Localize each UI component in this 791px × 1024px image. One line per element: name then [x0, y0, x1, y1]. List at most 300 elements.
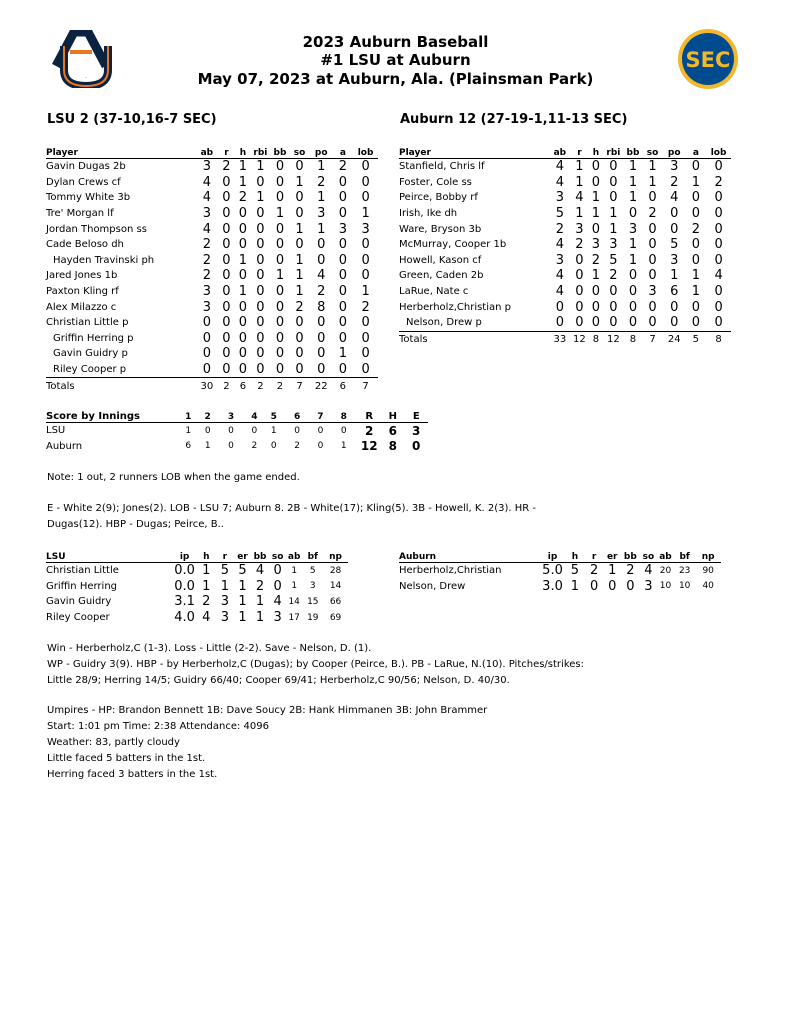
stat-po: 2 [670, 174, 679, 190]
home-title: Auburn 12 (27-19-1,11-13 SEC) [400, 112, 628, 127]
linescore-team: Auburn [46, 440, 83, 452]
stat-ab: 2 [202, 268, 211, 284]
player-name: Jared Jones 1b [46, 270, 118, 282]
stat-a: 0 [691, 237, 700, 253]
stat-r: 0 [570, 315, 589, 331]
pitcher-row [399, 563, 721, 579]
pitching-column-header: r [585, 548, 604, 563]
stat-po: 5 [670, 237, 679, 253]
pitch-stat-ab: 20 [659, 565, 672, 576]
column-header: h [236, 144, 250, 159]
player-name: LaRue, Nate c [399, 286, 469, 298]
stat-rbi: 0 [256, 299, 265, 315]
stat-bb: 0 [275, 190, 285, 206]
player-name: Nelson, Drew p [399, 315, 550, 331]
stat-lob: 0 [361, 174, 370, 190]
stat-so: 1 [295, 252, 304, 268]
stat-so: 0 [648, 252, 657, 268]
stat-bb: 0 [275, 174, 285, 190]
batter-row [46, 237, 378, 253]
stat-r: 4 [575, 190, 584, 206]
player-name: Jordan Thompson ss [46, 223, 147, 235]
stat-a: 0 [338, 284, 347, 300]
batter-row [399, 268, 731, 284]
batter-row [46, 253, 378, 269]
stat-so: 1 [295, 284, 304, 300]
stat-bb: 0 [275, 159, 285, 175]
total-h: 6 [388, 423, 397, 438]
total-po: 24 [667, 333, 681, 345]
pitching-column-header: bf [302, 548, 323, 563]
pitching-column-header: h [565, 548, 584, 563]
stat-lob: 0 [361, 315, 370, 331]
stat-a: 0 [338, 190, 347, 206]
stat-a: 1 [691, 174, 700, 190]
pitching-header [46, 548, 348, 563]
total-lob: 8 [715, 333, 722, 345]
stat-rbi: 3 [609, 237, 618, 253]
stat-r: 3 [575, 221, 584, 237]
stat-rbi: 0 [256, 237, 265, 253]
stat-a: 1 [338, 346, 347, 362]
svg-text:AU: AU [85, 78, 87, 79]
player-name: Peirce, Bobby rf [399, 192, 478, 204]
stat-so: 0 [648, 237, 657, 253]
player-name: Griffin Herring p [53, 332, 134, 344]
stat-po: 6 [670, 284, 679, 300]
stat-bb: 1 [275, 206, 285, 222]
pitch-stat-h: 1 [202, 578, 211, 594]
pitch-stat-so: 3 [644, 578, 653, 594]
batter-row [399, 206, 731, 222]
linescore-table [46, 408, 428, 454]
pitch-stat-ab: 17 [288, 612, 300, 623]
pitch-stat-ip: 4.0 [174, 610, 195, 626]
pitch-stat-bf: 15 [307, 596, 319, 607]
pitch-stat-r: 3 [220, 594, 230, 610]
stat-lob: 0 [361, 237, 370, 253]
stat-a: 0 [338, 252, 347, 268]
stat-r: 2 [222, 159, 231, 175]
pitch-stat-bb: 2 [626, 563, 635, 579]
column-header: po [310, 144, 333, 159]
batter-row [399, 159, 731, 175]
stat-bb: 0 [275, 237, 285, 253]
faced-note-2: Herring faced 3 batters in the 1st. [47, 769, 218, 780]
stat-a: 3 [338, 221, 347, 237]
inning-header: 6 [284, 408, 311, 423]
inning-runs: 2 [294, 441, 300, 452]
player-name: Tre' Morgan lf [46, 208, 114, 220]
stat-h: 1 [238, 159, 248, 175]
total-rbi: 2 [257, 380, 264, 392]
pitch-stat-ab: 1 [291, 565, 298, 576]
stat-ab: 2 [555, 221, 564, 237]
stat-r: 0 [222, 190, 231, 206]
stat-po: 0 [317, 330, 326, 346]
stat-rbi: 0 [609, 299, 618, 315]
player-name: Stanfield, Chris lf [399, 161, 485, 173]
header-date-venue: May 07, 2023 at Auburn, Ala. (Plainsman Park) [197, 70, 594, 88]
stat-rbi: 0 [609, 174, 618, 190]
umpires-line: Umpires - HP: Brandon Bennett 1B: Dave Soucy 2B: Hank Himmanen 3B: John Brammer [47, 705, 488, 716]
rhe-header: H [381, 408, 404, 423]
stat-a: 0 [691, 159, 700, 175]
visitor-title: LSU 2 (37-10,16-7 SEC) [47, 112, 217, 127]
stat-bb: 0 [628, 284, 638, 300]
pitch-stat-bf: 3 [309, 581, 316, 592]
pitcher-name: Nelson, Drew [399, 580, 466, 592]
stat-bb: 1 [628, 190, 638, 206]
stat-h: 0 [238, 206, 248, 222]
pitching-column-header: np [323, 548, 348, 563]
stat-lob: 0 [714, 237, 723, 253]
batter-row [46, 190, 378, 206]
stat-so: 0 [648, 268, 657, 284]
stat-r: 0 [222, 237, 231, 253]
stat-h: 0 [591, 299, 601, 315]
pitch-stat-bb: 2 [255, 578, 265, 594]
batter-row [46, 299, 378, 315]
stat-po: 3 [670, 159, 679, 175]
player-name: Green, Caden 2b [399, 270, 484, 282]
linescore-row [46, 439, 428, 455]
player-name: Tommy White 3b [46, 192, 131, 204]
stat-so: 0 [648, 190, 657, 206]
inning-header: 2 [198, 408, 217, 423]
pitch-stat-ip: 5.0 [542, 563, 563, 579]
stat-h: 1 [238, 284, 248, 300]
stat-h: 0 [238, 221, 248, 237]
inning-runs: 0 [294, 425, 300, 436]
linescore-label: Score by Innings [46, 408, 178, 423]
total-a: 5 [692, 333, 700, 345]
player-name: Christian Little p [46, 317, 129, 329]
stat-lob: 0 [361, 346, 370, 362]
total-r: 2 [223, 380, 230, 392]
batter-row [46, 221, 378, 237]
pitching-column-header: bf [674, 548, 695, 563]
linescore-team: LSU [46, 425, 66, 437]
pitch-stat-bf: 19 [307, 612, 319, 623]
stat-lob: 0 [706, 315, 731, 331]
pitching-column-header: np [695, 548, 721, 563]
pitching-column-header: ab [657, 548, 674, 563]
inning-runs: 0 [204, 425, 211, 436]
stat-a: 0 [691, 299, 700, 315]
pitcher-row [46, 579, 348, 595]
total-so: 7 [649, 333, 656, 345]
stat-a: 0 [338, 237, 347, 253]
column-header: ab [550, 144, 571, 159]
pitch-stat-bb: 4 [255, 563, 265, 579]
stat-a: 1 [691, 284, 700, 300]
header-matchup: #1 LSU at Auburn [320, 51, 471, 69]
summary-line-2: Dugas(12). HBP - Dugas; Peirce, B.. [47, 519, 224, 530]
stat-rbi: 0 [609, 284, 618, 300]
stat-so: 0 [295, 346, 304, 362]
stat-a: 0 [691, 206, 700, 222]
stat-bb: 0 [275, 330, 285, 346]
stat-h: 0 [238, 330, 248, 346]
inning-header: 8 [330, 408, 357, 423]
stat-ab: 2 [202, 237, 211, 253]
stat-r: 0 [575, 268, 584, 284]
pitching-column-header: ab [286, 548, 303, 563]
stat-po: 0 [663, 315, 686, 331]
header-title: 2023 Auburn Baseball [302, 33, 489, 51]
stat-lob: 2 [361, 299, 370, 315]
stat-h: 0 [238, 237, 248, 253]
pitch-stat-r: 3 [220, 610, 230, 626]
stat-bb: 0 [624, 315, 643, 331]
inning-runs: 1 [270, 425, 277, 436]
stat-a: 0 [338, 330, 347, 346]
total-po: 22 [314, 380, 328, 392]
pitch-stat-er: 0 [608, 578, 617, 594]
stat-lob: 1 [361, 206, 370, 222]
pitching-column-header: so [640, 548, 657, 563]
stat-ab: 0 [202, 346, 211, 362]
pitch-stat-bf: 23 [678, 565, 691, 576]
stat-h: 0 [236, 362, 250, 378]
pitcher-row [46, 610, 348, 626]
stat-po: 2 [317, 174, 326, 190]
stat-ab: 0 [202, 315, 211, 331]
pitch-stat-er: 1 [238, 610, 247, 626]
pitch-stat-bb: 1 [255, 610, 265, 626]
stat-rbi: 0 [256, 221, 265, 237]
stat-bb: 1 [628, 237, 638, 253]
stat-ab: 4 [555, 159, 564, 175]
stat-r: 1 [575, 206, 584, 222]
total-bb: 8 [629, 333, 637, 345]
stat-po: 1 [670, 268, 679, 284]
stat-rbi: 0 [250, 362, 271, 378]
inning-runs: 0 [317, 425, 324, 436]
stat-r: 1 [575, 174, 584, 190]
stat-r: 0 [575, 284, 584, 300]
column-header: po [663, 144, 686, 159]
stat-ab: 0 [202, 330, 211, 346]
stat-h: 0 [591, 284, 601, 300]
stat-lob: 1 [361, 284, 370, 300]
pitching-team-label: LSU [46, 548, 172, 563]
pitch-stat-er: 1 [238, 594, 247, 610]
stat-h: 0 [238, 346, 248, 362]
stat-lob: 0 [361, 190, 370, 206]
stat-so: 0 [642, 315, 663, 331]
total-r: 12 [360, 439, 378, 454]
stat-ab: 5 [555, 206, 564, 222]
stat-h: 0 [591, 159, 601, 175]
stat-ab: 4 [202, 221, 211, 237]
stat-a: 2 [691, 221, 700, 237]
sec-logo-text: SEC [685, 48, 731, 72]
total-rbi: 12 [607, 333, 620, 345]
stat-rbi: 0 [609, 190, 618, 206]
player-name: Ware, Bryson 3b [399, 223, 482, 235]
total-ab: 33 [553, 333, 567, 345]
inning-runs: 0 [340, 425, 347, 436]
stat-ab: 4 [555, 284, 564, 300]
stat-h: 0 [591, 174, 601, 190]
stat-a: 0 [686, 315, 707, 331]
pitch-stat-r: 2 [589, 563, 599, 579]
pitching-column-header: er [604, 548, 621, 563]
pitcher-name: Christian Little [46, 565, 119, 577]
rhe-header: E [404, 408, 428, 423]
stat-rbi: 1 [609, 221, 618, 237]
column-header: rbi [603, 144, 624, 159]
pitch-stat-er: 5 [238, 563, 247, 579]
stat-r: 0 [222, 330, 231, 346]
inning-runs: 0 [228, 441, 234, 452]
stat-r: 0 [222, 284, 231, 300]
pitcher-row [46, 563, 348, 579]
stat-lob: 0 [714, 190, 723, 206]
stat-rbi: 0 [256, 268, 265, 284]
start-time-line: Start: 1:01 pm Time: 2:38 Attendance: 4096 [47, 721, 269, 732]
player-name: Paxton Kling rf [46, 286, 119, 298]
stat-bb: 0 [275, 221, 285, 237]
pitch-stat-np: 28 [329, 565, 342, 576]
stat-lob: 0 [361, 268, 370, 284]
inning-runs: 0 [317, 441, 324, 452]
stat-h: 3 [591, 237, 601, 253]
inning-runs: 2 [251, 441, 258, 452]
inning-header: 7 [311, 408, 330, 423]
stat-lob: 0 [714, 284, 723, 300]
total-h: 8 [388, 439, 397, 454]
pitching-header [399, 548, 721, 563]
column-header: Player [46, 144, 197, 159]
visitor-batting-table [46, 144, 378, 394]
stat-ab: 0 [550, 315, 571, 331]
pitch-stat-np: 90 [702, 565, 714, 576]
column-header: rbi [250, 144, 271, 159]
stat-lob: 0 [714, 159, 723, 175]
stat-so: 0 [295, 330, 304, 346]
pitcher-name: Herberholz,Christian [399, 565, 502, 577]
stat-po: 0 [310, 362, 333, 378]
stat-a: 0 [338, 299, 347, 315]
pitch-stat-np: 14 [329, 581, 342, 592]
pitch-stat-so: 0 [273, 578, 282, 594]
stat-po: 4 [670, 190, 679, 206]
stat-po: 0 [317, 346, 326, 362]
player-name: Herberholz,Christian p [399, 301, 511, 313]
totals-label: Totals [399, 333, 428, 345]
inning-runs: 0 [228, 425, 234, 436]
stat-so: 1 [648, 174, 657, 190]
stat-rbi: 1 [256, 159, 265, 175]
pitch-stat-er: 1 [238, 578, 247, 594]
stat-so: 0 [648, 221, 657, 237]
stat-r: 0 [222, 206, 231, 222]
player-name: Foster, Cole ss [399, 176, 472, 188]
pitch-stat-bb: 0 [626, 578, 635, 594]
stat-bb: 1 [628, 252, 638, 268]
stat-so: 1 [295, 174, 304, 190]
batter-row [399, 253, 731, 269]
column-header: r [570, 144, 589, 159]
inning-header: 1 [178, 408, 197, 423]
stat-r: 0 [222, 174, 231, 190]
stat-a: 0 [338, 206, 347, 222]
batting-header-row [46, 144, 378, 159]
batter-row [46, 315, 378, 331]
stat-h: 0 [238, 268, 248, 284]
stat-h: 0 [238, 315, 248, 331]
total-e: 3 [412, 423, 421, 438]
pitching-column-header: er [234, 548, 251, 563]
pitching-column-header: r [216, 548, 235, 563]
column-header: lob [706, 144, 731, 159]
decisions-line: Win - Herberholz,C (1-3). Loss - Little (2-2). Save - Nelson, D. (1). [47, 643, 372, 654]
stat-po: 4 [317, 268, 326, 284]
player-name: McMurray, Cooper 1b [399, 239, 507, 251]
pitcher-name: Riley Cooper [46, 612, 110, 624]
stat-so: 2 [648, 206, 657, 222]
linescore-header [46, 408, 428, 423]
player-name: Howell, Kason cf [399, 254, 482, 266]
stat-r: 0 [222, 268, 231, 284]
batter-row [46, 362, 378, 378]
stat-rbi: 0 [256, 252, 265, 268]
stat-h: 1 [591, 268, 601, 284]
player-name: Hayden Travinski ph [53, 254, 155, 266]
stat-ab: 3 [555, 190, 564, 206]
column-header: r [217, 144, 236, 159]
stat-po: 0 [670, 299, 679, 315]
pitch-stat-so: 4 [273, 594, 282, 610]
stat-bb: 0 [275, 315, 285, 331]
stat-po: 8 [317, 299, 326, 315]
pitch-stat-r: 0 [589, 578, 599, 594]
stat-a: 0 [338, 315, 347, 331]
batter-row [399, 221, 731, 237]
total-r: 12 [573, 333, 586, 345]
game-note: Note: 1 out, 2 runners LOB when the game ended. [47, 472, 300, 483]
stat-lob: 0 [714, 252, 723, 268]
stat-po: 3 [317, 206, 326, 222]
pitch-stat-ip: 0.0 [174, 563, 195, 579]
column-header: a [686, 144, 707, 159]
stat-rbi: 1 [256, 190, 265, 206]
pitch-stat-h: 2 [202, 594, 211, 610]
stat-lob: 0 [714, 206, 723, 222]
stat-so: 0 [295, 159, 304, 175]
stat-so: 3 [648, 284, 657, 300]
batter-row [399, 237, 731, 253]
column-header: so [642, 144, 663, 159]
stat-so: 0 [289, 362, 310, 378]
stat-a: 0 [691, 252, 700, 268]
stat-rbi: 5 [609, 252, 618, 268]
pitch-stat-so: 4 [644, 563, 653, 579]
player-name: Gavin Guidry p [53, 348, 128, 360]
home-batting-table [399, 144, 731, 347]
stat-lob: 0 [353, 362, 378, 378]
stat-bb: 1 [628, 159, 638, 175]
stat-h: 0 [589, 315, 603, 331]
batter-row [399, 315, 731, 331]
stat-po: 0 [317, 252, 326, 268]
stat-po: 0 [670, 206, 679, 222]
totals-label: Totals [46, 380, 75, 392]
inning-runs: 6 [185, 441, 192, 452]
